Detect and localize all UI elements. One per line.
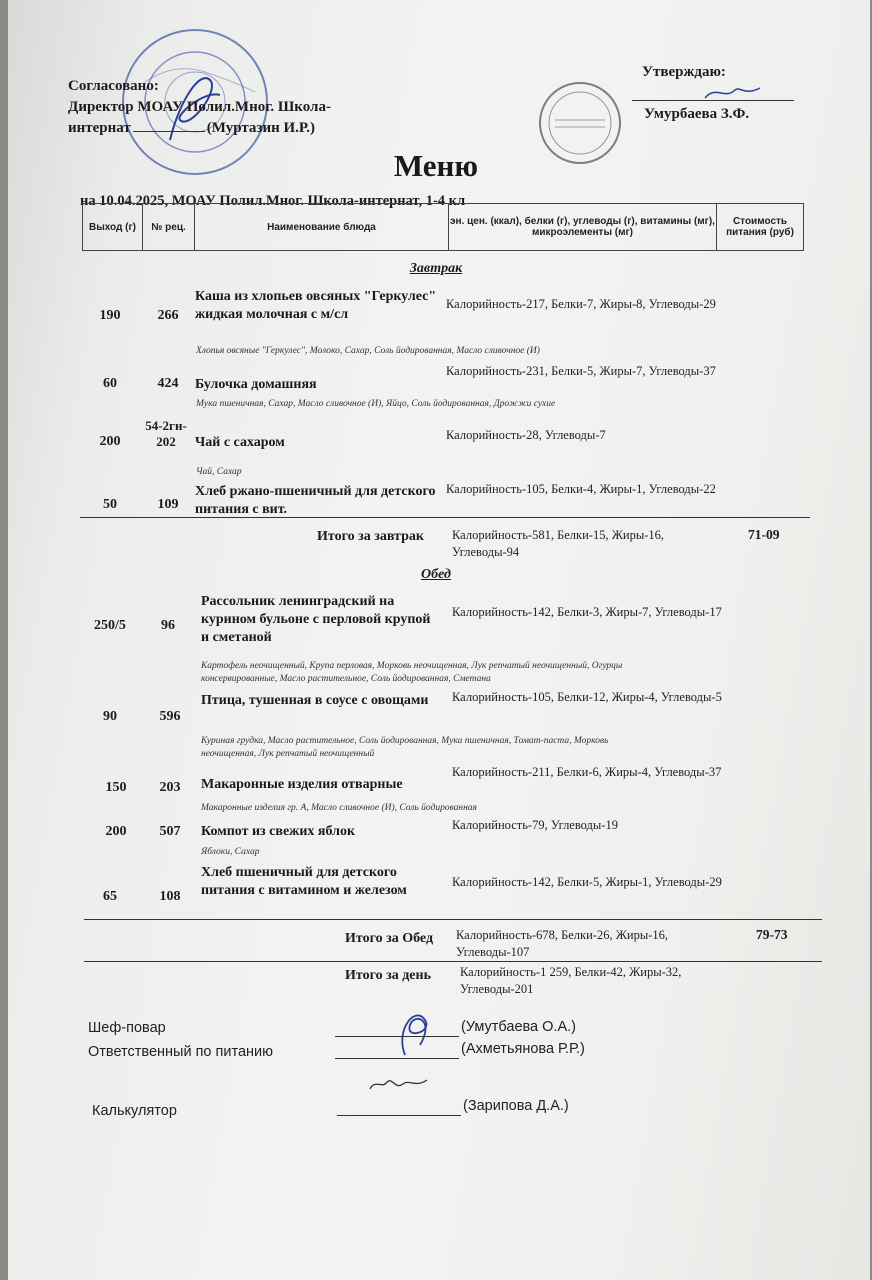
approve-sign-line: [632, 100, 794, 101]
breakfast-total-label: Итого за завтрак: [317, 529, 424, 544]
table-header: [82, 203, 804, 251]
page-subtitle: на 10.04.2025, МОАУ Полил.Мног. Школа-интернат, 1-4 кл: [80, 193, 466, 209]
breakfast-total-divider: [80, 517, 810, 518]
item-recipe: 507: [159, 824, 181, 839]
item-nutrition: Калорийность-231, Белки-5, Жиры-7, Углеводы-37: [446, 364, 716, 378]
item-qty: 50: [103, 497, 117, 512]
item-recipe: 203: [159, 780, 181, 795]
item-name: Рассольник ленинградский на курином бульоне с перловой крупой и сметаной: [201, 594, 431, 645]
item-name: Чай с сахаром: [195, 435, 285, 450]
agreed-line1: Директор МОАУ Полил.Мног. Школа-: [68, 99, 331, 115]
item-qty: 250/5: [94, 618, 126, 633]
col-header-name: Наименование блюда: [195, 204, 449, 250]
signature-line-calculator: [337, 1115, 461, 1116]
approver-signature: [700, 80, 770, 105]
item-name: Хлеб пшеничный для детского питания с витамином и железом: [201, 865, 407, 898]
section-breakfast-title: Завтрак: [409, 261, 463, 276]
item-qty: 200: [99, 434, 121, 449]
approve-name: Умурбаева З.Ф.: [644, 106, 750, 122]
agreed-line2: интернат: [68, 120, 131, 136]
item-nutrition: Калорийность-211, Белки-6, Жиры-4, Углеводы-37: [452, 765, 722, 779]
agreed-name: (Муртазин И.Р.): [206, 120, 315, 136]
lunch-total-label: Итого за Обед: [345, 931, 434, 946]
col-header-rec: № рец.: [143, 204, 195, 250]
item-nutrition: Калорийность-105, Белки-4, Жиры-1, Углеводы-22: [446, 482, 716, 496]
item-ingredients: Макаронные изделия гр. А, Масло сливочное (И), Соль йодированная: [201, 803, 477, 813]
item-ingredients: Картофель неочищенный, Крупа перловая, Морковь неочищенная, Лук репчатый неочищенный, Огурцы консервированные, Масло растительное, Соль йодированная, Сметана: [201, 661, 623, 684]
item-ingredients: Мука пшеничная, Сахар, Масло сливочное (И), Яйцо, Соль йодированная, Дрожжи сухие: [196, 399, 556, 409]
item-ingredients: Куриная грудка, Масло растительное, Соль йодированная, Мука пшеничная, Томат-паста, Морковь неочищенная, Лук репчатый неочищенный: [201, 736, 609, 759]
chef-signature: [385, 1000, 445, 1065]
item-recipe: 596: [159, 709, 181, 724]
calculator-signature: [365, 1074, 435, 1096]
approve-label: Утверждаю:: [642, 64, 726, 80]
item-recipe: 54-2гн-202: [145, 418, 187, 449]
item-qty: 90: [103, 709, 117, 724]
agreed-label: Согласовано:: [68, 78, 159, 94]
col-header-nutrition: эн. цен. (ккал), белки (г), углеводы (г), витамины (мг), микроэлементы (мг): [449, 204, 717, 250]
item-nutrition: Калорийность-105, Белки-12, Жиры-4, Углеводы-5: [452, 690, 722, 704]
agreed-sign-line: [133, 131, 205, 132]
agreed-line2-row: [68, 118, 331, 139]
day-total-label: Итого за день: [345, 968, 431, 983]
section-lunch-title: Обед: [421, 567, 451, 582]
item-recipe: 108: [159, 889, 181, 904]
item-nutrition: Калорийность-142, Белки-3, Жиры-7, Углеводы-17: [452, 605, 722, 619]
item-name: Птица, тушенная в соусе с овощами: [201, 693, 429, 708]
signature-role-calculator: Калькулятор: [92, 1103, 177, 1119]
item-name: Булочка домашняя: [195, 377, 317, 392]
signature-name-calculator: (Зарипова Д.А.): [463, 1098, 569, 1114]
item-ingredients: Чай, Сахар: [196, 467, 242, 477]
signature-name-nutrition: (Ахметьянова Р.Р.): [461, 1041, 585, 1057]
item-name: Хлеб ржано-пшеничный для детского питания с вит.: [195, 484, 436, 517]
item-ingredients: Хлопья овсяные "Геркулес", Молоко, Сахар, Соль йодированная, Масло сливочное (И): [196, 346, 540, 356]
signature-role-chef: Шеф-повар: [88, 1020, 166, 1036]
signature-line-chef: [335, 1036, 459, 1037]
col-header-qty: Выход (г): [83, 204, 143, 250]
col-header-cost: Стоимость питания (руб): [726, 216, 794, 238]
item-recipe: 109: [157, 497, 179, 512]
item-nutrition: Калорийность-217, Белки-7, Жиры-8, Углеводы-29: [446, 297, 716, 311]
day-total-nutrition: Калорийность-1 259, Белки-42, Жиры-32, Углеводы-201: [460, 965, 682, 996]
breakfast-total-cost: 71-09: [748, 527, 780, 542]
item-recipe: 424: [157, 376, 179, 391]
signature-line-nutrition: [335, 1058, 459, 1059]
lunch-total-divider-top: [84, 919, 822, 920]
item-qty: 65: [103, 889, 117, 904]
item-nutrition: Калорийность-79, Углеводы-19: [452, 818, 618, 832]
item-recipe: 96: [161, 618, 175, 633]
agreed-block: [68, 76, 331, 139]
lunch-total-nutrition: Калорийность-678, Белки-26, Жиры-16, Углеводы-107: [456, 928, 669, 959]
item-qty: 200: [105, 824, 127, 839]
item-name: Каша из хлопьев овсяных "Геркулес" жидкая молочная с м/сл: [195, 289, 437, 322]
lunch-total-cost: 79-73: [756, 927, 788, 942]
item-qty: 60: [103, 376, 117, 391]
breakfast-total-nutrition: Калорийность-581, Белки-15, Жиры-16, Углеводы-94: [452, 528, 665, 559]
lunch-total-divider-bottom: [84, 961, 822, 962]
item-name: Макаронные изделия отварные: [201, 777, 403, 792]
page-title: Меню: [393, 148, 479, 183]
item-recipe: 266: [157, 308, 179, 323]
signature-name-chef: (Умутбаева О.А.): [461, 1019, 576, 1035]
item-ingredients: Яблоки, Сахар: [201, 847, 260, 857]
item-name: Компот из свежих яблок: [201, 824, 356, 839]
signature-role-nutrition: Ответственный по питанию: [88, 1044, 274, 1060]
item-nutrition: Калорийность-142, Белки-5, Жиры-1, Углеводы-29: [452, 875, 722, 889]
item-nutrition: Калорийность-28, Углеводы-7: [446, 428, 606, 442]
item-qty: 190: [99, 308, 121, 323]
item-qty: 150: [105, 780, 127, 795]
